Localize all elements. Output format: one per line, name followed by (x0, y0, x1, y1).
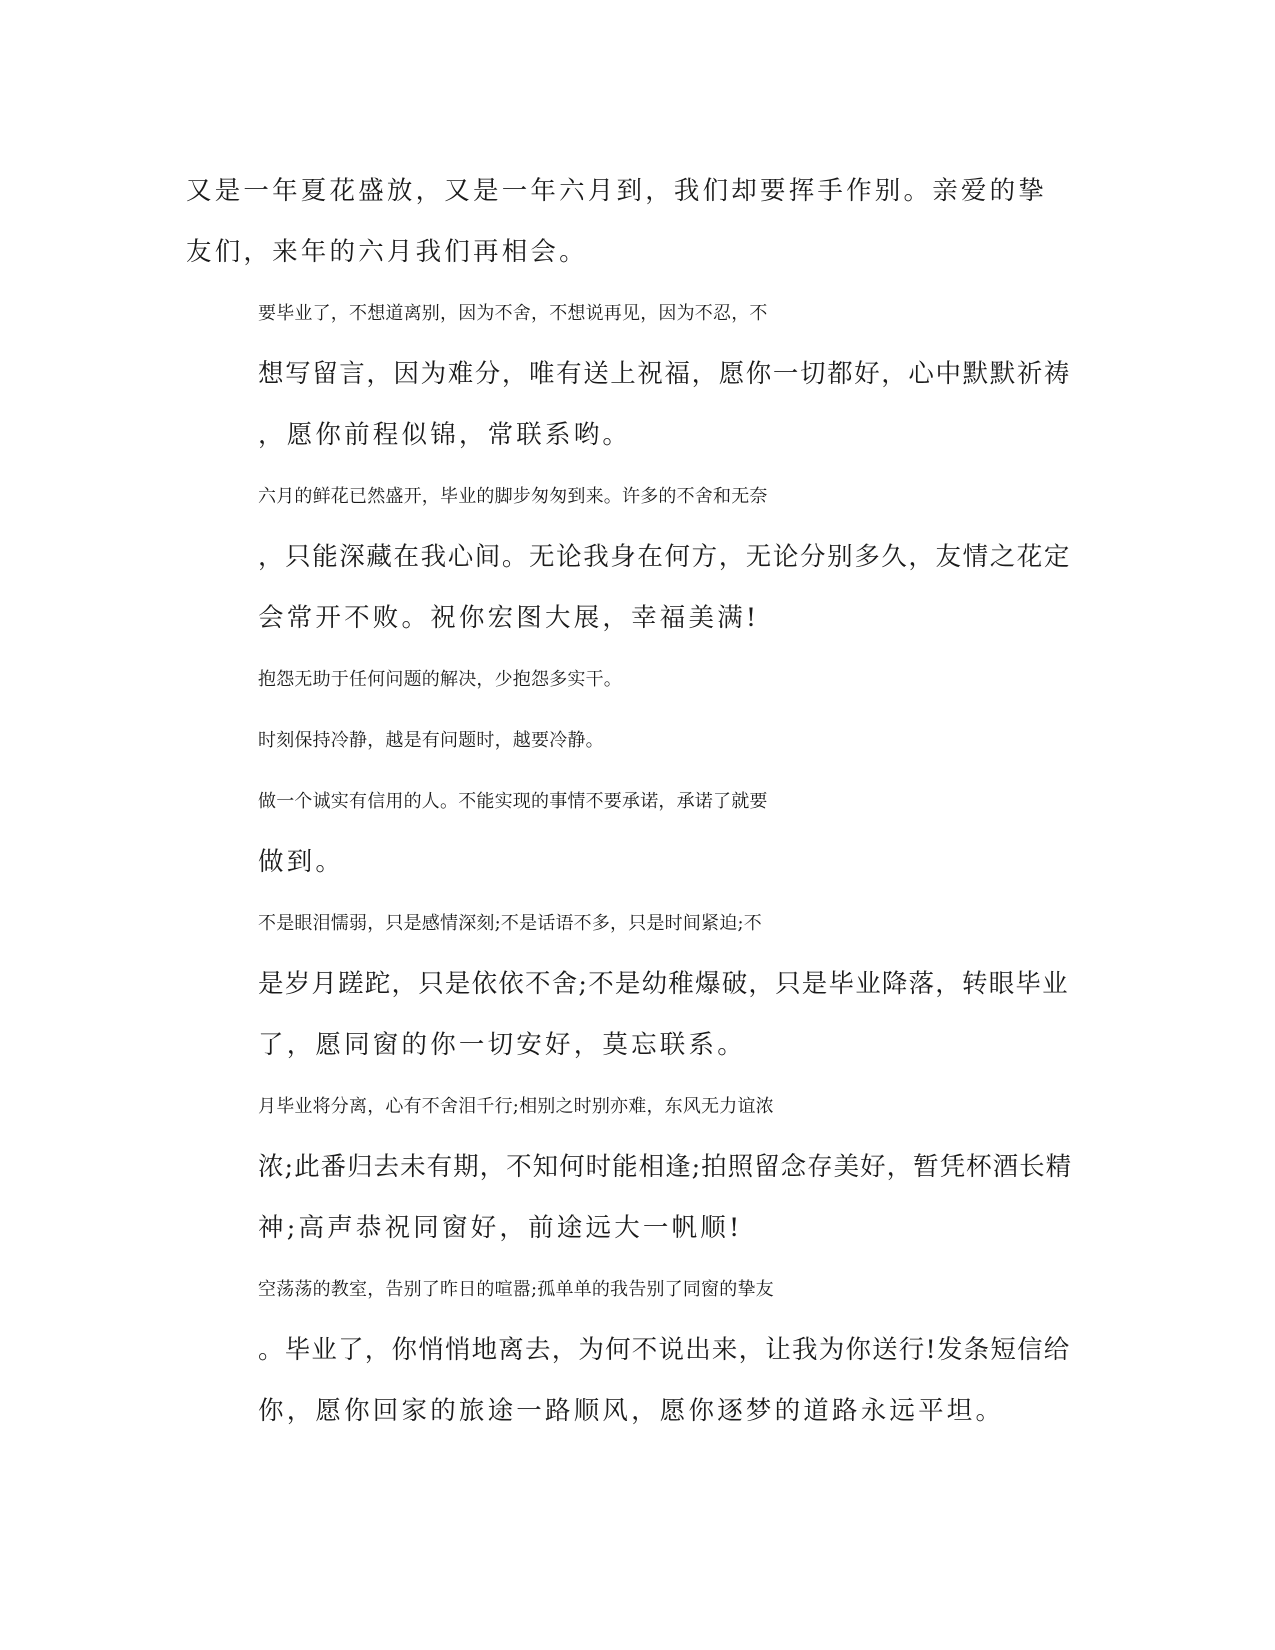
paragraph-2 (186, 283, 1072, 466)
paragraph-4 (186, 649, 1072, 710)
paragraph-line: 抱怨无助于任何问题的解决，少抱怨多实干。 (258, 669, 622, 690)
paragraph-line: 六月的鲜花已然盛开，毕业的脚步匆匆到来。许多的不舍和无奈 (258, 486, 768, 507)
paragraph-line: 做一个诚实有信用的人。不能实现的事情不要承诺，承诺了就要 (258, 791, 768, 812)
paragraph-line: 月毕业将分离，心有不舍泪千行;相别之时别亦难，东风无力谊浓 (258, 1096, 774, 1117)
paragraph-line: 你，愿你回家的旅途一路顺风，愿你逐梦的道路永远平坦。 (258, 1396, 1005, 1426)
paragraph-7 (186, 893, 1072, 1076)
paragraph-line: 友们，来年的六月我们再相会。 (186, 237, 588, 267)
paragraph-line: 不是眼泪懦弱，只是感情深刻;不是话语不多，只是时间紧迫;不 (258, 913, 762, 934)
paragraph-8 (186, 1076, 1072, 1259)
paragraph-line: 是岁月蹉跎，只是依依不舍;不是幼稚爆破，只是毕业降落，转眼毕业 (258, 969, 1069, 999)
paragraph-line: 神;高声恭祝同窗好，前途远大一帆顺! (258, 1213, 743, 1243)
paragraph-line: 了，愿同窗的你一切安好，莫忘联系。 (258, 1030, 746, 1060)
paragraph-5 (186, 710, 1072, 771)
paragraph-line: ，愿你前程似锦，常联系哟。 (258, 420, 632, 450)
paragraph-line: 时刻保持冷静，越是有问题时，越要冷静。 (258, 730, 604, 751)
paragraph-line: 又是一年夏花盛放，又是一年六月到，我们却要挥手作别。亲爱的挚 (186, 176, 1048, 206)
paragraph-line: 。毕业了，你悄悄地离去，为何不说出来，让我为你送行!发条短信给 (258, 1335, 1071, 1365)
paragraph-line: 空荡荡的教室，告别了昨日的喧嚣;孤单单的我告别了同窗的挚友 (258, 1279, 774, 1300)
paragraph-9 (186, 1259, 1072, 1442)
paragraph-1 (186, 161, 1072, 283)
paragraph-line: 要毕业了，不想道离别，因为不舍，不想说再见，因为不忍，不 (258, 303, 768, 324)
paragraph-line: ，只能深藏在我心间。无论我身在何方，无论分别多久，友情之花定 (258, 542, 1072, 572)
paragraph-6 (186, 771, 1072, 893)
document-body (186, 161, 1072, 1442)
paragraph-line: 会常开不败。祝你宏图大展，幸福美满! (258, 603, 760, 633)
paragraph-line: 想写留言，因为难分，唯有送上祝福，愿你一切都好，心中默默祈祷 (258, 359, 1072, 389)
paragraph-line: 做到。 (258, 847, 345, 877)
paragraph-3 (186, 466, 1072, 649)
paragraph-line: 浓;此番归去未有期，不知何时能相逢;拍照留念存美好，暂凭杯酒长精 (258, 1152, 1073, 1182)
